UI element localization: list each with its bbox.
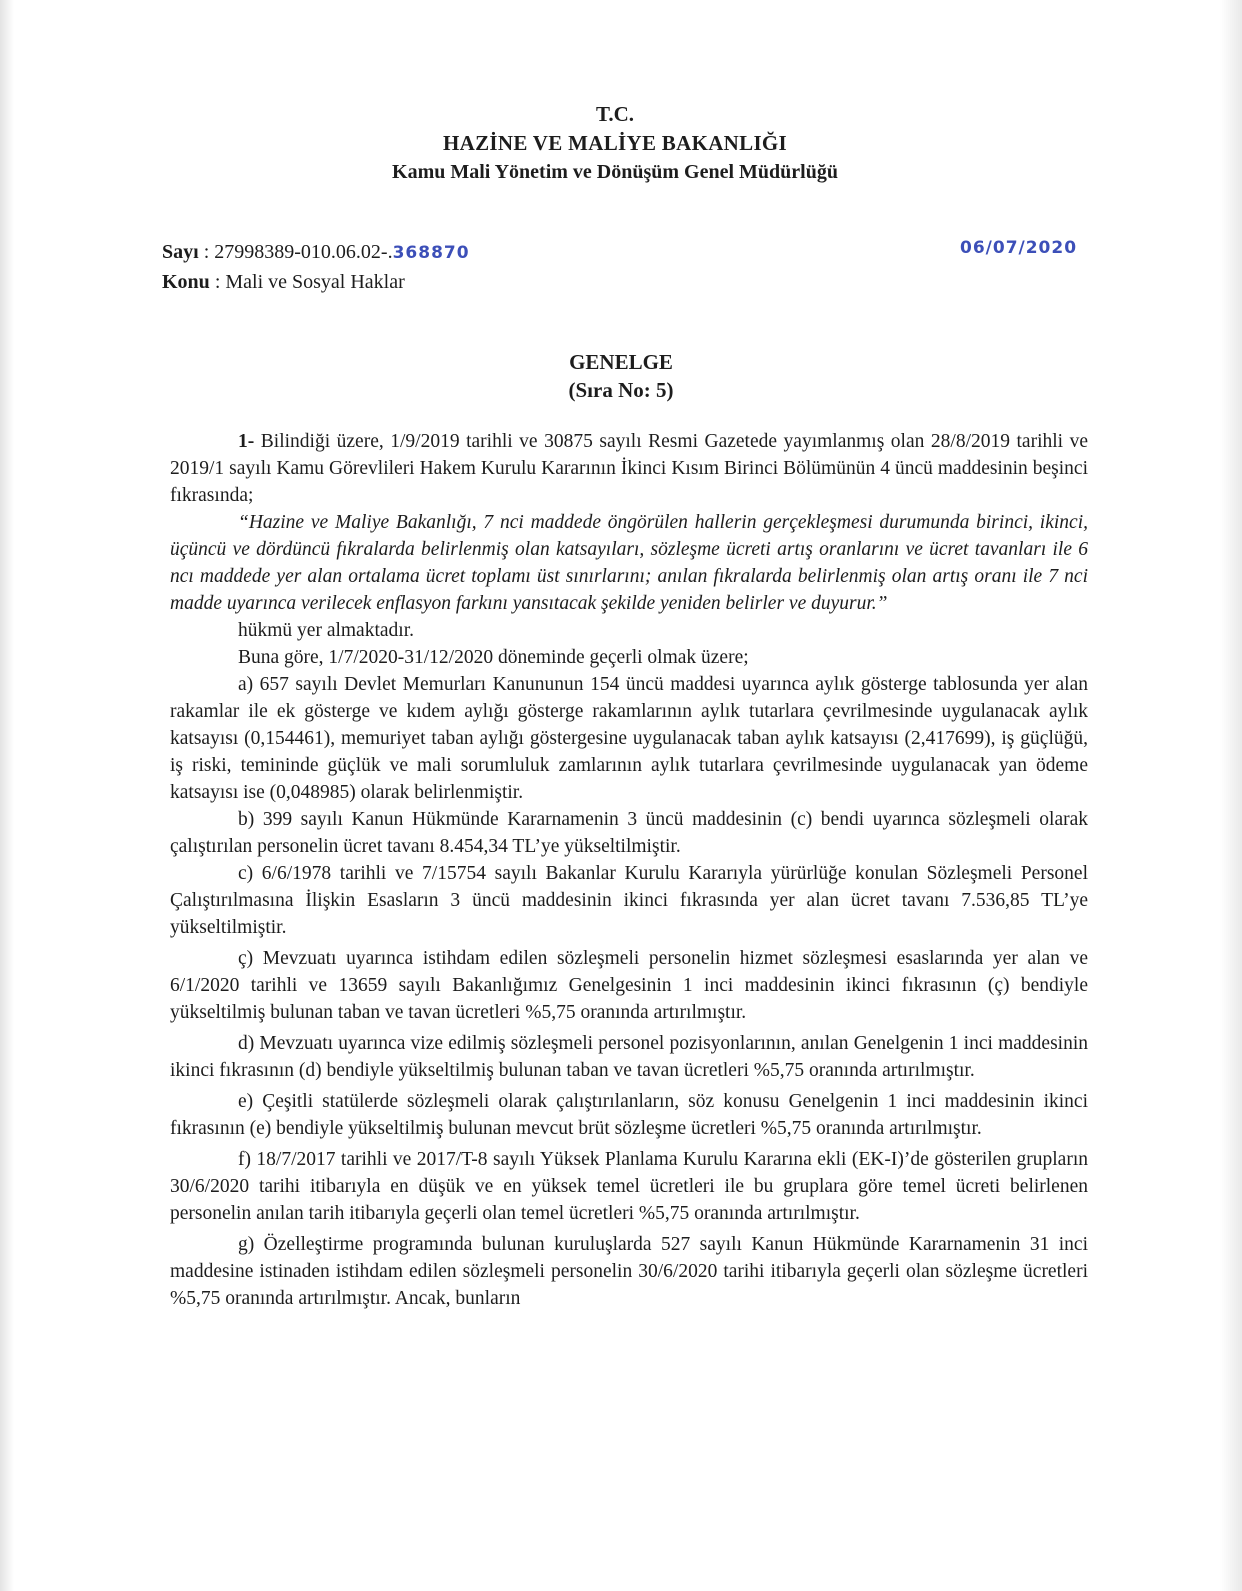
document-title bbox=[0, 348, 1242, 404]
letterhead bbox=[0, 100, 1230, 186]
item-cc: ç) Mevzuatı uyarınca istihdam edilen sözleşmeli personelin hizmet sözleşmesi esaslarında yer alan ve 6/1/2020 tarihli ve 13659 sayılı Bakanlığımız Genelgesinin 1 inci maddesinin ikinci fıkrasının (ç) bendiyle yükseltilmiş bulunan taban ve tavan ücretleri %5,75 oranında artırılmıştır. bbox=[170, 948, 1088, 1023]
title-sira-no: (Sıra No: 5) bbox=[568, 378, 674, 402]
paragraph-3: Buna göre, 1/7/2020-31/12/2020 döneminde geçerli olmak üzere; bbox=[238, 647, 749, 668]
letterhead-ministry: HAZİNE VE MALİYE BAKANLIĞI bbox=[442, 131, 788, 155]
sayi-label: Sayı bbox=[162, 241, 199, 263]
item-b: b) 399 sayılı Kanun Hükmünde Kararnamenin 3 üncü maddesinin (c) bendi uyarınca sözleşmeli olarak çalıştırılan personelin ücret tavanı 8.454,34 TL’ye yükseltilmiştir. bbox=[170, 809, 1088, 857]
paragraph-number: 1- bbox=[238, 431, 255, 452]
sayi-line bbox=[162, 238, 470, 268]
konu-line bbox=[162, 268, 470, 297]
item-e: e) Çeşitli statülerde sözleşmeli olarak çalıştırılanların, söz konusu Genelgenin 1 inci maddesinin ikinci fıkrasının (e) bendiyle yükseltilmiş bulunan mevcut brüt sözleşme ücretleri %5,75 oranında artırılmıştır. bbox=[170, 1091, 1088, 1139]
item-c: c) 6/6/1978 tarihli ve 7/15754 sayılı Bakanlar Kurulu Kararıyla yürürlüğe konulan Sözleşmeli Personel Çalıştırılmasına İlişkin Esasların 3 üncü maddesinin ikinci fıkrasında yer alan ücret tavanı 7.536,85 TL’ye yükseltilmiştir. bbox=[170, 863, 1088, 938]
item-g: g) Özelleştirme programında bulunan kuruluşlarda 527 sayılı Kanun Hükmünde Kararnamenin 31 inci maddesine istinaden istihdam edilen sözleşmeli personelin 30/6/2020 tarihi itibarıyla geçerli olan sözleşme ücretleri %5,75 oranında artırılmıştır. Ancak, bunların bbox=[170, 1234, 1088, 1309]
letterhead-directorate: Kamu Mali Yönetim ve Dönüşüm Genel Müdürlüğü bbox=[392, 161, 838, 183]
page-edge-right bbox=[1220, 0, 1242, 1591]
item-a: a) 657 sayılı Devlet Memurları Kanununun 154 üncü maddesi uyarınca aylık gösterge tablosunda yer alan rakamlar ile ek gösterge ve kıdem aylığı gösterge rakamlarının aylık tutarlara çevrilmesinde uygulanacak aylık katsayısı (0,154461), memuriyet taban aylığı göstergesine uygulanacak taban aylık katsayısı (2,417699), iş güçlüğü, iş riski, temininde güçlük ve mali sorumluluk zamlarının aylık tutarlara çevrilmesinde uygulanacak yan ödeme katsayısı ise (0,048985) olarak belirlenmiştir. bbox=[170, 674, 1088, 803]
konu-label: Konu bbox=[162, 271, 210, 293]
paragraph-1-text: Bilindiği üzere, 1/9/2019 tarihli ve 30875 sayılı Resmi Gazetede yayımlanmış olan 28/8/2019 tarihli ve 2019/1 sayılı Kamu Görevlileri Hakem Kurulu Kararının İkinci Kısım Birinci Bölümünün 4 üncü maddesinin beşinci fıkrasında; bbox=[170, 431, 1088, 506]
paragraph-2: hükmü yer almaktadır. bbox=[238, 620, 414, 641]
konu-value: : Mali ve Sosyal Haklar bbox=[214, 271, 405, 293]
reference-block bbox=[162, 238, 470, 297]
title-genelge: GENELGE bbox=[569, 350, 673, 374]
page-edge-left bbox=[0, 0, 14, 1591]
item-d: d) Mevzuatı uyarınca vize edilmiş sözleşmeli personel pozisyonlarının, anılan Genelgenin 1 inci maddesinin ikinci fıkrasının (d) bendiyle yükseltilmiş bulunan taban ve tavan ücretleri %5,75 oranında artırılmıştır. bbox=[170, 1033, 1088, 1081]
document-body bbox=[170, 428, 1088, 1312]
quoted-provision: “Hazine ve Maliye Bakanlığı, 7 nci maddede öngörülen hallerin gerçekleşmesi durumunda birinci, ikinci, üçüncü ve dördüncü fıkralarda belirlenmiş olan katsayıları, sözleşme ücreti artış oranlarını ve ücret tavanları ile 6 ncı maddede yer alan ortalama ücret toplamı üst sınırlarını; anılan fıkralarda belirlenmiş olan artış oranı ile 7 nci madde uyarınca verilecek enflasyon farkını yansıtacak şekilde yeniden belirler ve duyurur.” bbox=[170, 512, 1088, 614]
item-f: f) 18/7/2017 tarihli ve 2017/T-8 sayılı Yüksek Planlama Kurulu Kararına ekli (EK-I)’de gösterilen grupların 30/6/2020 tarihi itibarıyla en düşük ve en yüksek temel ücretleri ile bu gruplara göre temel ücreti belirlenen personelin anılan tarih itibarıyla geçerli olan temel ücretleri %5,75 oranında artırılmıştır. bbox=[170, 1149, 1088, 1224]
sayi-value: : 27998389-010.06.02-. bbox=[203, 241, 393, 263]
handwritten-date: 06/07/2020 bbox=[960, 238, 1078, 258]
letterhead-line-1: T.C. bbox=[595, 102, 635, 126]
paragraph-1 bbox=[170, 428, 1088, 509]
sayi-handwritten-number: 368870 bbox=[392, 243, 470, 263]
